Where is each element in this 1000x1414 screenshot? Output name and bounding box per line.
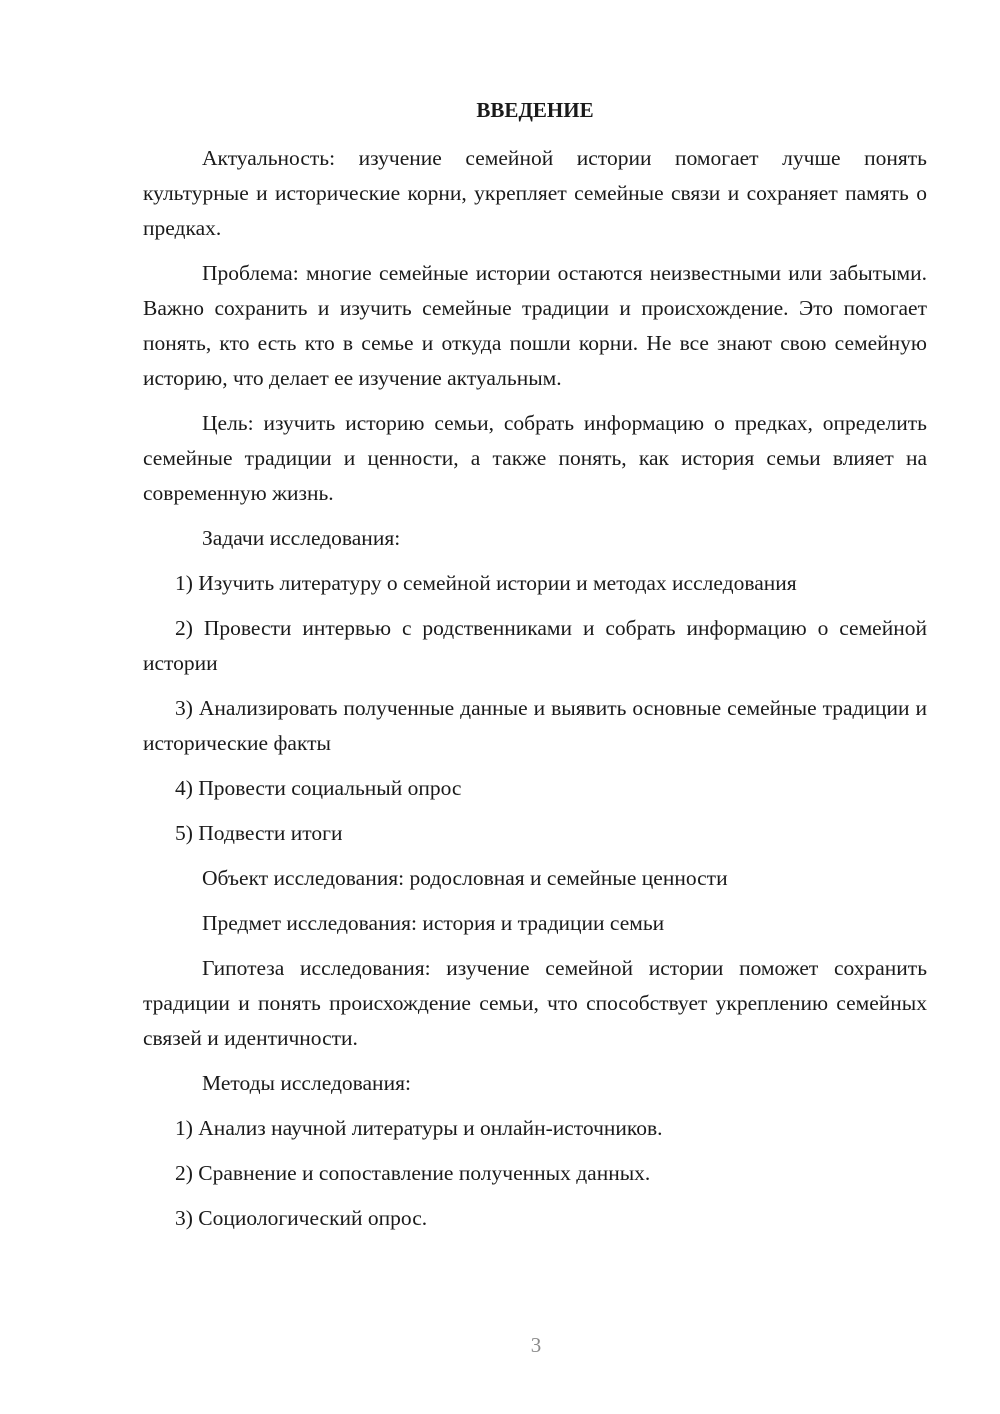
- task-item-2: 2) Провести интервью с родственниками и собрать информацию о семейной истории: [143, 616, 927, 675]
- methods-heading-paragraph: Методы исследования:: [202, 1071, 411, 1095]
- problem-paragraph: Проблема: многие семейные истории остаются неизвестными или забытыми. Важно сохранить и изучить семейные традиции и происхождение. Это помогает понять, кто есть кто в семье и откуда пошли корни. Не все знают свою семейную историю, что делает ее изучение актуальным.: [143, 261, 927, 390]
- subject-paragraph: Предмет исследования: история и традиции семьи: [202, 911, 665, 935]
- relevance-paragraph: Актуальность: изучение семейной истории помогает лучше понять культурные и исторические корни, укрепляет семейные связи и сохраняет память о предках.: [143, 146, 927, 240]
- tasks-heading-paragraph: Задачи исследования:: [202, 526, 401, 550]
- method-item-3: 3) Социологический опрос.: [175, 1206, 428, 1230]
- method-item-1: 1) Анализ научной литературы и онлайн-источников.: [175, 1116, 663, 1140]
- hypothesis-paragraph: Гипотеза исследования: изучение семейной истории поможет сохранить традиции и понять происхождение семьи, что способствует укреплению семейных связей и идентичности.: [143, 956, 927, 1050]
- page-number: 3: [530, 1333, 542, 1357]
- task-item-4: 4) Провести социальный опрос: [175, 776, 462, 800]
- section-heading: ВВЕДЕНИЕ: [476, 98, 594, 122]
- object-paragraph: Объект исследования: родословная и семейные ценности: [202, 866, 728, 890]
- task-item-5: 5) Подвести итоги: [175, 821, 343, 845]
- task-item-3: 3) Анализировать полученные данные и выявить основные семейные традиции и исторические факты: [143, 696, 927, 755]
- task-item-1: 1) Изучить литературу о семейной истории и методах исследования: [175, 571, 797, 595]
- page-content: [143, 93, 927, 1246]
- method-item-2: 2) Сравнение и сопоставление полученных данных.: [175, 1161, 651, 1185]
- goal-paragraph: Цель: изучить историю семьи, собрать информацию о предках, определить семейные традиции и ценности, а также понять, как история семьи влияет на современную жизнь.: [143, 411, 927, 505]
